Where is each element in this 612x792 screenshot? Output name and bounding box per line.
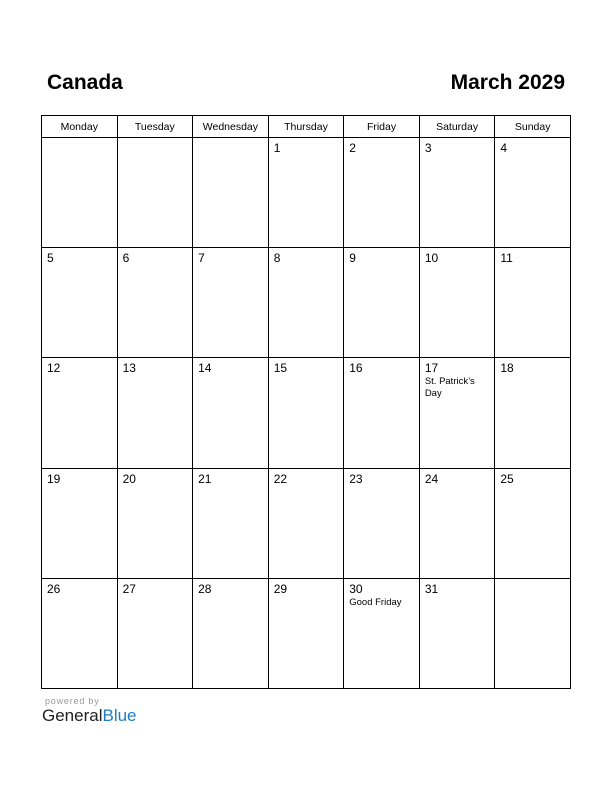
day-number: 7 [198,251,205,266]
day-cell [495,358,571,468]
day-cell [268,138,344,248]
day-cell [344,138,420,248]
day-number: 16 [349,361,363,376]
day-cell [193,138,269,248]
day-cell [419,468,495,578]
day-number: 20 [122,471,136,486]
day-number: 27 [122,581,136,596]
week-row [42,248,571,358]
day-number: 23 [349,471,363,486]
weekday-wednesday: Wednesday [193,116,269,138]
day-number: 3 [424,141,432,155]
day-number: 26 [47,581,61,596]
day-cell [344,248,420,358]
weekday-saturday: Saturday [419,116,495,138]
day-number: 13 [122,361,136,376]
day-number: 8 [273,251,281,266]
weekday-tuesday: Tuesday [117,116,193,138]
day-cell [117,248,193,358]
holiday-label: St. Patrick’s Day [424,376,475,400]
day-number: 6 [122,251,130,266]
day-cell [42,358,118,468]
day-number: 21 [198,471,212,486]
month-year-title: March 2029 [450,71,565,94]
day-cell [42,468,118,578]
day-number: 19 [47,471,61,486]
footer-branding [42,696,137,726]
day-cell [344,578,420,688]
brand-general-text: General [42,706,103,725]
day-cell [268,248,344,358]
day-cell [117,468,193,578]
day-number: 5 [47,251,54,266]
day-cell [495,138,571,248]
day-number: 30 [349,581,363,596]
day-cell [42,578,118,688]
day-cell [268,578,344,688]
day-number: 29 [273,581,288,596]
day-cell [419,248,495,358]
week-row [42,468,571,578]
day-number: 28 [198,581,212,596]
day-cell [193,248,269,358]
day-number: 9 [349,251,356,266]
day-cell [495,248,571,358]
day-cell [419,358,495,468]
day-number: 11 [500,251,513,266]
weekday-friday: Friday [344,116,420,138]
day-cell [117,578,193,688]
weekday-monday: Monday [42,116,118,138]
day-cell [419,578,495,688]
day-cell [117,358,193,468]
day-cell [344,358,420,468]
day-cell [344,468,420,578]
day-cell [42,138,118,248]
weekday-thursday: Thursday [268,116,344,138]
day-number: 18 [500,361,514,376]
day-number: 12 [47,361,61,376]
day-cell [495,468,571,578]
day-number: 25 [500,471,514,486]
day-cell [419,138,495,248]
brand-blue-text: Blue [102,706,137,725]
day-number: 1 [273,141,281,155]
country-title: Canada [47,71,123,94]
day-number: 31 [424,581,439,596]
day-cell [42,248,118,358]
week-row [42,138,571,248]
day-cell [268,358,344,468]
generalblue-logo [42,706,137,726]
week-row [42,358,571,468]
holiday-label: Good Friday [349,596,402,608]
day-number: 15 [273,361,288,376]
day-number: 17 [424,361,439,376]
day-cell [117,138,193,248]
day-cell [193,578,269,688]
day-cell [268,468,344,578]
day-number: 2 [349,141,356,155]
day-number: 4 [500,141,508,155]
day-number: 10 [424,251,439,266]
weekday-header-row [42,116,571,138]
day-cell [495,578,571,688]
day-cell [193,468,269,578]
week-row [42,578,571,688]
day-number: 22 [273,471,288,486]
weekday-sunday: Sunday [495,116,571,138]
day-cell [193,358,269,468]
day-number: 24 [424,471,439,486]
day-number: 14 [198,361,212,376]
calendar-grid [41,115,571,689]
powered-by-text: powered by [45,696,100,706]
